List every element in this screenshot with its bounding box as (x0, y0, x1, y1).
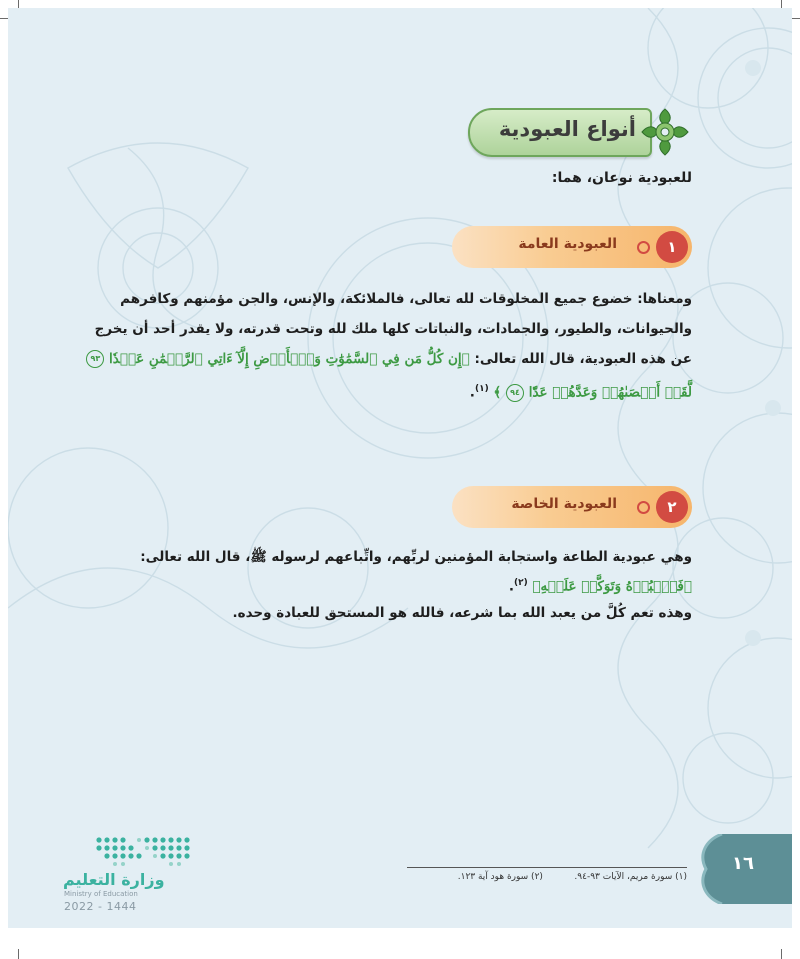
section-number-badge: ٢ (656, 491, 688, 523)
page-title: أنواع العبودية (498, 117, 636, 141)
body-line: وهذه تعم كُلَّ من يعبد الله بما شرعه، فالله هو المستحق للعبادة وحده. (232, 604, 692, 621)
footnote-reference: (١) (474, 384, 489, 394)
section-heading-general (452, 226, 692, 268)
quran-verse: لَّقَدۡ أَحۡصَىٰهُمۡ وَعَدَّهُمۡ عَدّٗا (528, 384, 692, 401)
section-title: العبودية العامة (518, 236, 617, 252)
numbered-circle-icon (637, 501, 650, 514)
sentence-end: . (469, 384, 475, 401)
section-number-badge: ١ (656, 231, 688, 263)
page-heading (467, 108, 692, 156)
crop-mark-bottom-left (18, 949, 19, 959)
intro-text: للعبودية نوعان، هما: (551, 170, 692, 186)
verse-line (107, 374, 692, 408)
verse-number-mark: ٩٤ (506, 384, 524, 402)
body-line: وهي عبودية الطاعة واستجابة المؤمنين لربِّهم، واتِّباعهم لرسوله ﷺ، قال الله تعالى: (140, 549, 692, 565)
textbook-page (8, 8, 792, 928)
edition-year: 2022 - 1444 (64, 900, 137, 913)
page-number: ١٦ (732, 853, 754, 874)
footnote-2: (٢) سورة هود آية ١٢٣. (457, 872, 543, 882)
body-line: عن هذه العبودية، قال الله تعالى: (474, 351, 692, 367)
heading-banner (468, 108, 652, 157)
body-line: والحيوانات، والطيور، والجمادات، والنباتات كلها ملك لله وتحت قدرته، ولا يقدر أحد أن يخرج (94, 321, 692, 337)
quran-verse: ﴿إِن كُلُّ مَن فِي ٱلسَّمَٰوَٰتِ وَٱلۡأَرۡضِ إِلَّآ ءَاتِي ٱلرَّحۡمَٰنِ عَبۡدٗا (109, 351, 470, 367)
section-body-special (107, 544, 692, 626)
body-line: ومعناها: خضوع جميع المخلوقات لله تعالى، فالملائكة، والإنس، والجن مؤمنهم وكافرهم (120, 291, 692, 307)
footnote-divider (407, 867, 687, 868)
verse-line (107, 570, 692, 600)
verse-number-mark: ٩٣ (86, 350, 104, 368)
body-line-with-verse (90, 344, 692, 374)
ministry-name-arabic: وزارة التعليم (63, 870, 165, 889)
green-ornament-icon (638, 105, 692, 159)
section-title: العبودية الخاصة (511, 496, 617, 512)
footnote-1: (١) سورة مريم، الآيات ٩٣-٩٤. (574, 872, 687, 882)
section-heading-special (452, 486, 692, 528)
crop-mark-bottom-right (781, 949, 782, 959)
section-body-general (90, 284, 692, 408)
footnotes (458, 872, 687, 882)
sentence-end: . (508, 578, 514, 595)
numbered-circle-icon (637, 241, 650, 254)
quran-verse: ﴿فَٱعۡبُدۡهُ وَتَوَكَّلۡ عَلَيۡهِ﴾ (532, 578, 692, 595)
footnote-reference: (٢) (513, 578, 528, 588)
verse-close-bracket: ﴾ (493, 384, 502, 401)
ministry-logo-icon (93, 834, 197, 870)
ministry-name-english: Ministry of Education (64, 890, 138, 898)
